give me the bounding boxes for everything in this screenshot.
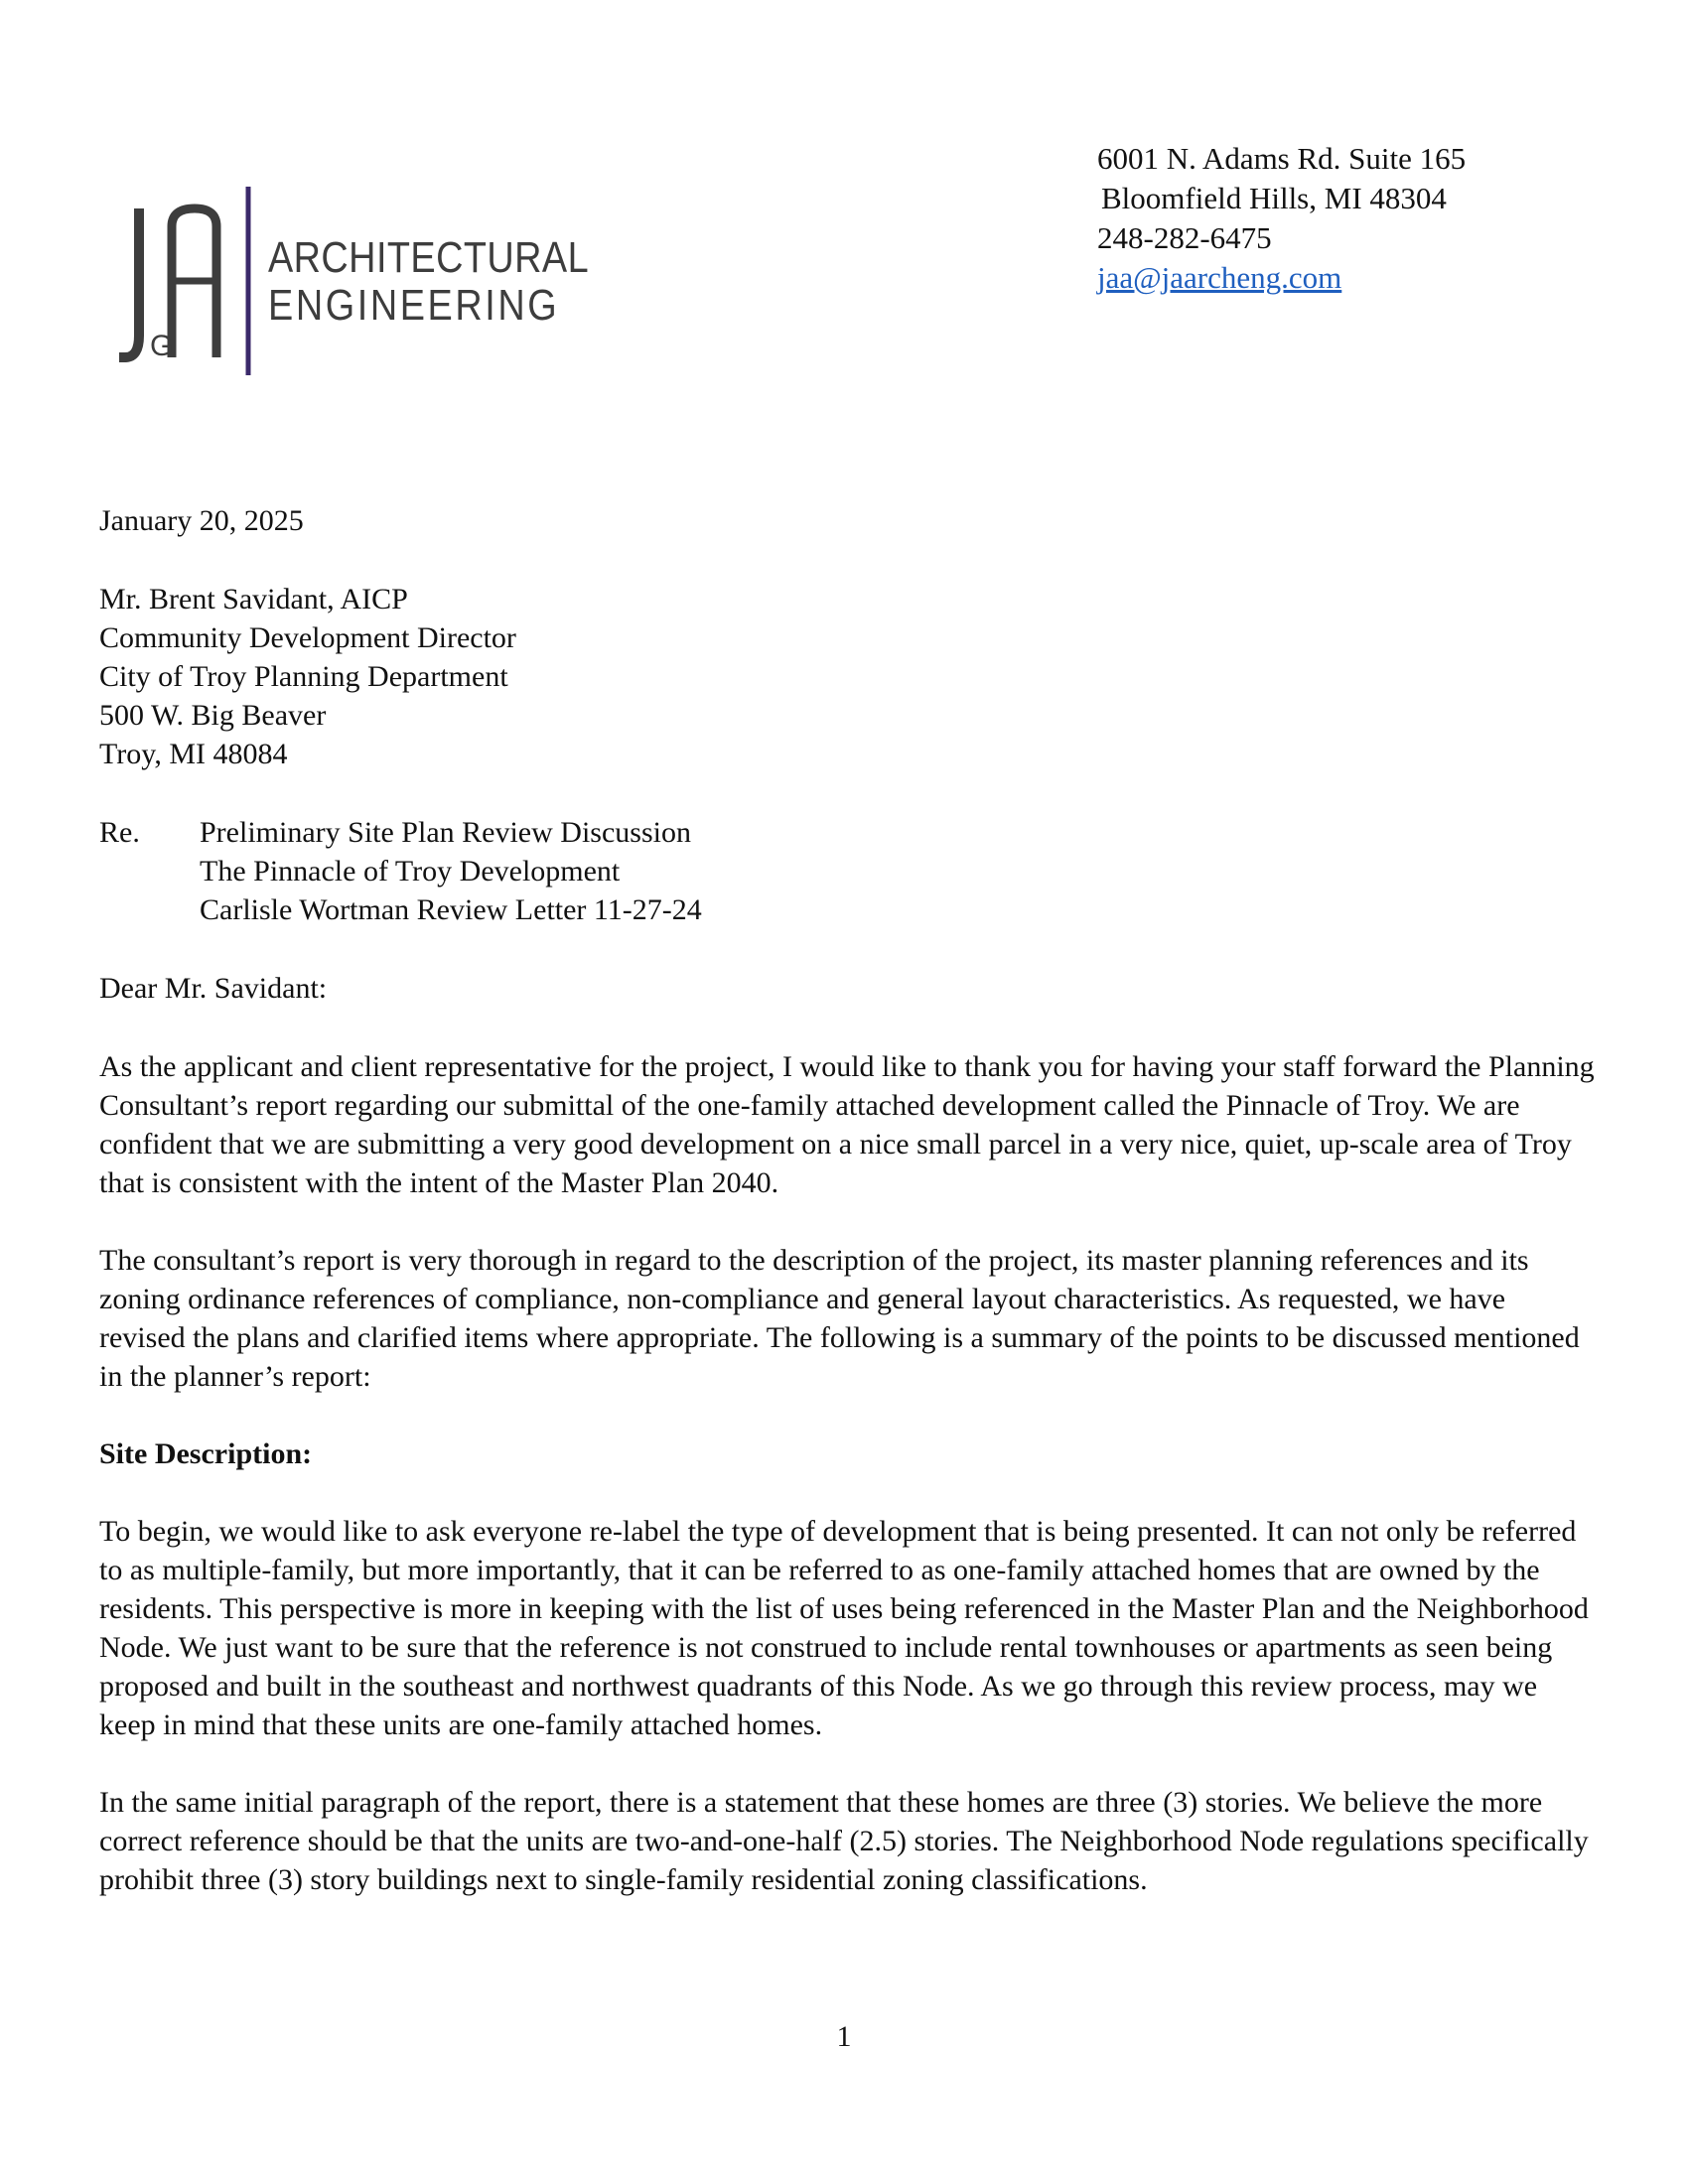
subject-label: Re. [99,816,140,849]
ja-monogram-logo-icon [117,187,266,385]
subject-line: Carlisle Wortman Review Letter 11-27-24 [200,893,702,926]
subject-lines [200,813,702,929]
sender-address-block [1097,139,1466,298]
recipient-title: Community Development Director [99,621,516,654]
section-heading: Site Description: [99,1437,313,1470]
body-paragraph: The consultant’s report is very thorough in regard to the description of the project, its master planning references and its zoning ordinance references of compliance, non-compliance and general layout characteristics. As requested, we have revised the plans and clarified items where appropriate. The following is a summary of the points to be discussed mentioned in the planner’s report: [99,1244,1580,1393]
subject-line: The Pinnacle of Troy Development [200,855,621,887]
logo-wordmark [268,233,590,332]
letter-date: January 20, 2025 [99,504,304,537]
recipient-street: 500 W. Big Beaver [99,699,327,732]
letter-body [99,501,1599,1938]
recipient-city: Troy, MI 48084 [99,738,288,770]
logo-line-engineering: ENGINEERING [268,281,560,330]
body-paragraph: As the applicant and client representative for the project, I would like to thank you for having your staff forward the Planning Consultant’s report regarding our submittal of the one-family attached development called the Pinnacle of Troy. We are confident that we are submitting a very good development on a nice small parcel in a very nice, quiet, up-scale area of Troy that is consistent with the intent of the Master Plan 2040. [99,1050,1595,1199]
company-logo [117,187,590,385]
salutation: Dear Mr. Savidant: [99,972,328,1005]
logo-line-architectural: ARCHITECTURAL [268,233,590,282]
recipient-block [99,580,1599,773]
recipient-organization: City of Troy Planning Department [99,660,508,693]
address-phone: 248-282-6475 [1097,220,1272,255]
body-paragraph: To begin, we would like to ask everyone re-label the type of development that is being presented. It can not only be referred to as multiple-family, but more importantly, that it can be referred to as one-family attached homes that are owned by the residents. This perspective is more in keeping with the list of uses being referenced in the Master Plan and the Neighborhood Node. We just want to be sure that the reference is not construed to include rental townhouses or apartments as seen being proposed and built in the southeast and northwest quadrants of this Node. As we go through this review process, may we keep in mind that these units are one-family attached homes. [99,1515,1589,1741]
subject-line: Preliminary Site Plan Review Discussion [200,816,691,849]
body-paragraph: In the same initial paragraph of the report, there is a statement that these homes are three (3) stories. We believe the more correct reference should be that the units are two-and-one-half (2.5) stories. The Neighborhood Node regulations specifically prohibit three (3) story buildings next to single-family residential zoning classifications. [99,1786,1589,1896]
subject-block [99,813,1599,929]
recipient-name: Mr. Brent Savidant, AICP [99,583,408,615]
svg-text:G: G [150,330,174,362]
page-number: 1 [836,2020,852,2053]
email-link[interactable]: jaa@jaarcheng.com [1097,260,1342,295]
address-city: Bloomfield Hills, MI 48304 [1101,181,1447,215]
address-street: 6001 N. Adams Rd. Suite 165 [1097,141,1467,176]
